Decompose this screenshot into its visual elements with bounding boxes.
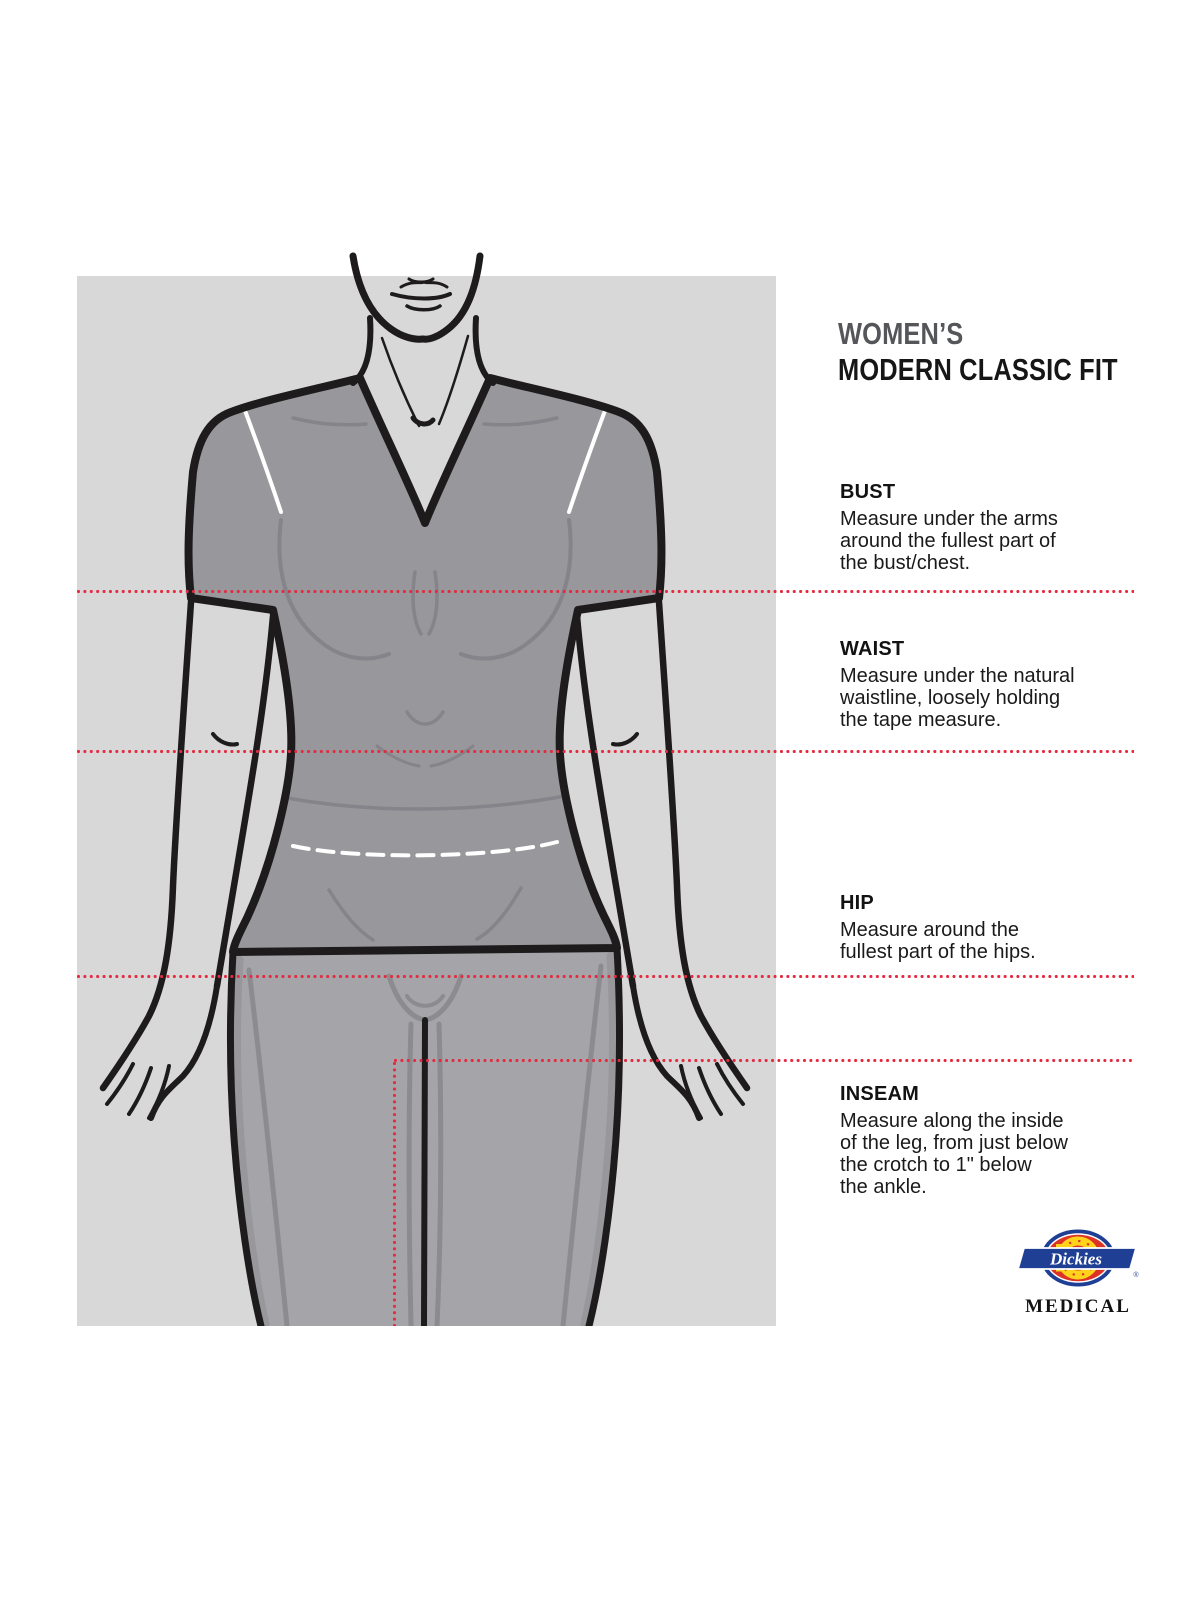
hip-description-line: Measure around the (840, 919, 1020, 941)
waist-measurement-line (77, 750, 1134, 753)
inseam-description-line: the crotch to 1" below (840, 1154, 1032, 1176)
logo-division-label: MEDICAL (1025, 1296, 1131, 1317)
scrub-pants (230, 948, 619, 1326)
hip-heading: HIP (840, 892, 874, 914)
bust-description-line: Measure under the arms (840, 508, 1058, 530)
section-waist (840, 637, 1075, 731)
dickies-wordmark: Dickies (1050, 1249, 1102, 1269)
bust-description-line: the bust/chest. (840, 552, 971, 574)
waist-description-line: the tape measure. (840, 709, 1002, 731)
waist-heading: WAIST (840, 638, 905, 660)
inseam-heading: INSEAM (840, 1083, 919, 1105)
title-line-fit: MODERN CLASSIC FIT (838, 352, 1118, 387)
hip-description-line: fullest part of the hips. (840, 941, 1036, 963)
title-line-womens: WOMEN’S (838, 316, 964, 351)
inseam-description-line: Measure along the inside (840, 1110, 1064, 1132)
bust-heading: BUST (840, 481, 896, 503)
waist-description-line: Measure under the natural (840, 665, 1075, 687)
inseam-description-line: the ankle. (840, 1176, 927, 1198)
inseam-description-line: of the leg, from just below (840, 1132, 1068, 1154)
figure-illustration (77, 250, 776, 1326)
bust-measurement-line (77, 590, 1134, 593)
inseam-measurement-line (394, 1059, 1134, 1062)
section-inseam (840, 1082, 1068, 1198)
waist-description-line: waistline, loosely holding (840, 687, 1061, 709)
inseam-vertical-line (393, 1062, 396, 1326)
hip-measurement-line (77, 975, 1134, 978)
section-bust (840, 480, 1058, 574)
section-hip (840, 891, 1036, 963)
bust-description-line: around the fullest part of (840, 530, 1056, 552)
page-title (838, 316, 1118, 388)
dickies-logo-icon (1018, 1230, 1139, 1287)
dickies-logo (1014, 1228, 1142, 1292)
registered-trademark-symbol: ® (1133, 1272, 1139, 1279)
